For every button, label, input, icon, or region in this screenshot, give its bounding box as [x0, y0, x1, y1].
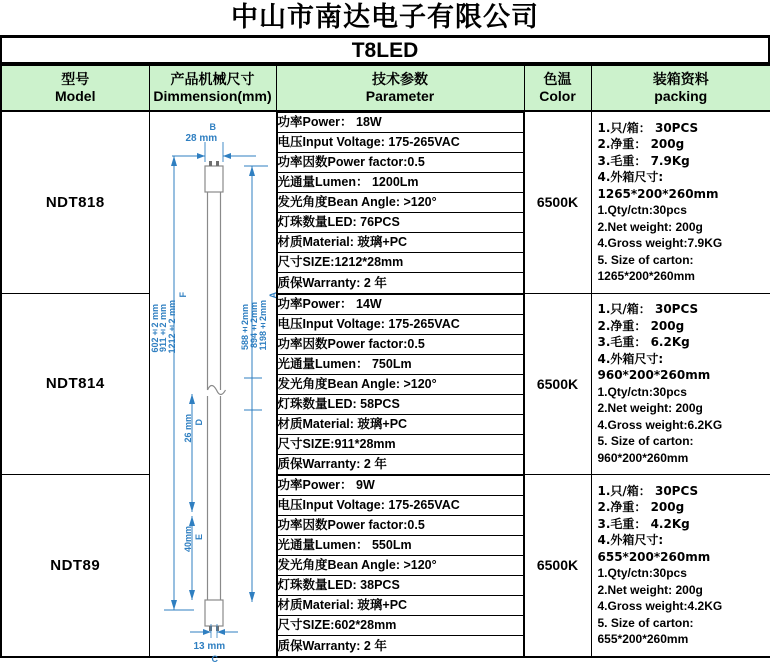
color-temperature-cell: 6500K [524, 475, 591, 657]
parameter-label-en: Input Voltage: [303, 317, 385, 331]
parameter-value: 2 年 [364, 276, 387, 290]
company-title-row [0, 0, 770, 36]
parameter-row [277, 113, 523, 133]
packing-line: 3.毛重： 6.2Kg [598, 334, 770, 351]
parameter-label-en: Power factor:0.5 [328, 337, 425, 351]
parameter-row [277, 616, 523, 636]
parameter-label-en: Input Voltage: [303, 498, 385, 512]
parameter-row [277, 193, 523, 213]
parameter-text [277, 173, 523, 193]
parameter-row [277, 414, 523, 434]
parameter-label-cn: 质保 [278, 638, 303, 653]
parameter-cell [276, 111, 524, 293]
column-header-dimension-cn: 产品机械尺寸 [150, 72, 276, 88]
table-header [1, 65, 770, 111]
parameter-label-cn: 电压 [278, 497, 303, 512]
column-header-model-en: Model [2, 88, 149, 105]
parameter-value: 玻璃+PC [357, 598, 407, 612]
packing-line: 3.毛重： 7.9Kg [598, 153, 770, 170]
parameter-label-en: Material: [303, 235, 354, 249]
parameter-label-cn: 质保 [278, 275, 303, 290]
parameter-value: >120° [403, 558, 436, 572]
packing-cell [591, 111, 770, 293]
packing-line: 2.净重： 200g [598, 499, 770, 516]
parameter-label-en: LED: [328, 215, 357, 229]
parameter-text [277, 636, 523, 656]
parameter-list [277, 294, 524, 475]
parameter-row [277, 314, 523, 334]
parameter-value: 14W [356, 297, 382, 311]
parameter-label-cn: 质保 [278, 456, 303, 471]
column-header-model [1, 65, 149, 111]
column-header-dimension [149, 65, 276, 111]
parameter-label-en: Warranty: [303, 457, 361, 471]
parameter-cell [276, 475, 524, 657]
parameter-value: 玻璃+PC [357, 235, 407, 249]
parameter-label-cn: 材质 [278, 234, 303, 249]
parameter-text [277, 314, 523, 334]
parameter-value: 1200Lm [372, 175, 419, 189]
parameter-row [277, 454, 523, 474]
dim-value-c: 13 mm [194, 641, 226, 652]
dim-value-b: 28 mm [186, 133, 218, 144]
parameter-text [277, 476, 523, 496]
parameter-value: >120° [403, 195, 436, 209]
parameter-label-en: Warranty: [303, 276, 361, 290]
parameter-row [277, 636, 523, 656]
parameter-value: 175-265VAC [388, 498, 459, 512]
packing-line: 1.只/箱： 30PCS [598, 301, 770, 318]
parameter-label-cn: 光通量 [278, 356, 316, 371]
parameter-label-en: Bean Angle: [328, 558, 400, 572]
parameter-label-cn: 电压 [278, 316, 303, 331]
parameter-label-en: Bean Angle: [328, 377, 400, 391]
packing-line: 1.Qty/ctn:30pcs [598, 565, 770, 582]
column-header-parameter [276, 65, 524, 111]
packing-line: 4.外箱尺寸: [598, 351, 770, 368]
table-row [1, 475, 770, 657]
packing-line: 960*200*260mm [598, 367, 770, 384]
parameter-row [277, 434, 523, 454]
dim-value-e: 40mm [183, 526, 193, 552]
parameter-text [277, 213, 523, 233]
parameter-value: >120° [403, 377, 436, 391]
dim-tag-b: B [210, 122, 217, 132]
column-header-packing-cn: 装箱资料 [592, 72, 770, 88]
parameter-label-en: Lumen： [315, 538, 368, 552]
column-header-parameter-en: Parameter [277, 88, 524, 105]
parameter-row [277, 576, 523, 596]
parameter-label-cn: 功率 [278, 477, 303, 492]
parameter-value: 38PCS [360, 578, 400, 592]
parameter-text [277, 616, 523, 636]
parameter-row [277, 173, 523, 193]
packing-line: 4.外箱尺寸: [598, 532, 770, 549]
packing-line: 5. Size of carton: [598, 433, 770, 450]
dimension-drawing [150, 114, 277, 654]
product-name: T8LED [352, 40, 419, 61]
table-body [1, 111, 770, 657]
parameter-text [277, 273, 523, 293]
parameter-label-en: LED: [328, 578, 357, 592]
company-name: 中山市南达电子有限公司 [231, 4, 539, 31]
dim-value-f-1: 1212±2 mm [167, 300, 177, 354]
column-header-dimension-en: Dimmension(mm) [150, 88, 276, 105]
parameter-text [277, 133, 523, 153]
parameter-label-cn: 发光角度 [278, 557, 328, 572]
parameter-row [277, 394, 523, 414]
packing-line: 3.毛重： 4.2Kg [598, 516, 770, 533]
parameter-label-cn: 功率 [278, 296, 303, 311]
packing-line: 4.Gross weight:4.2KG [598, 598, 770, 615]
packing-line: 2.净重： 200g [598, 318, 770, 335]
spec-table [0, 64, 770, 658]
parameter-label-cn: 尺寸 [278, 254, 303, 269]
parameter-label-cn: 发光角度 [278, 194, 328, 209]
parameter-label-cn: 功率因数 [278, 154, 328, 169]
parameter-label-en: Material: [303, 417, 354, 431]
parameter-row [277, 294, 523, 314]
packing-line: 2.Net weight: 200g [598, 219, 770, 236]
parameter-text [277, 454, 523, 474]
dim-tag-a: A [268, 292, 278, 299]
column-header-parameter-cn: 技术参数 [277, 72, 524, 88]
packing-line: 1.Qty/ctn:30pcs [598, 384, 770, 401]
parameter-text [277, 596, 523, 616]
parameter-row [277, 496, 523, 516]
parameter-label-en: SIZE:1212*28mm [303, 255, 404, 269]
parameter-row [277, 536, 523, 556]
parameter-text [277, 556, 523, 576]
parameter-value: 2 年 [364, 457, 387, 471]
parameter-row [277, 354, 523, 374]
packing-line: 1265*200*260mm [598, 268, 770, 285]
parameter-label-cn: 光通量 [278, 537, 316, 552]
parameter-label-cn: 材质 [278, 597, 303, 612]
packing-line: 1.只/箱： 30PCS [598, 483, 770, 500]
parameter-value: 175-265VAC [388, 135, 459, 149]
parameter-value: 58PCS [360, 397, 400, 411]
parameter-row [277, 556, 523, 576]
parameter-value: 550Lm [372, 538, 412, 552]
parameter-row [277, 153, 523, 173]
packing-cell [591, 293, 770, 475]
parameter-label-en: Power factor:0.5 [328, 518, 425, 532]
parameter-label-cn: 功率 [278, 114, 303, 129]
packing-line: 4.Gross weight:7.9KG [598, 235, 770, 252]
parameter-text [277, 233, 523, 253]
parameter-text [277, 496, 523, 516]
model-cell: NDT89 [1, 475, 149, 657]
parameter-list [277, 112, 524, 293]
packing-line: 5. Size of carton: [598, 615, 770, 632]
table-row [1, 111, 770, 293]
parameter-label-en: Bean Angle: [328, 195, 400, 209]
parameter-row [277, 596, 523, 616]
table-row [1, 293, 770, 475]
parameter-label-cn: 功率因数 [278, 336, 328, 351]
column-header-packing [591, 65, 770, 111]
parameter-text [277, 193, 523, 213]
parameter-text [277, 536, 523, 556]
parameter-value: 76PCS [360, 215, 400, 229]
model-cell: NDT818 [1, 111, 149, 293]
parameter-text [277, 414, 523, 434]
parameter-value: 175-265VAC [388, 317, 459, 331]
parameter-label-en: SIZE:911*28mm [303, 437, 396, 451]
parameter-label-en: Warranty: [303, 639, 361, 653]
header-row [1, 65, 770, 111]
parameter-text [277, 516, 523, 536]
parameter-text [277, 354, 523, 374]
dim-value-a-2: 894±2mm [249, 302, 259, 348]
parameter-label-en: Power： [303, 115, 353, 129]
parameter-label-en: Power： [303, 297, 353, 311]
column-header-color-en: Color [525, 88, 591, 105]
parameter-label-cn: 灯珠数量 [278, 214, 328, 229]
dim-tag-d: D [194, 419, 204, 426]
column-header-model-cn: 型号 [2, 72, 149, 88]
parameter-label-cn: 光通量 [278, 174, 316, 189]
parameter-row [277, 334, 523, 354]
packing-line: 1265*200*260mm [598, 186, 770, 203]
dim-value-a-3: 588±2mm [240, 304, 250, 350]
parameter-text [277, 253, 523, 273]
packing-line: 2.Net weight: 200g [598, 400, 770, 417]
color-temperature-cell: 6500K [524, 111, 591, 293]
packing-line: 4.Gross weight:6.2KG [598, 417, 770, 434]
parameter-list [277, 475, 524, 656]
parameter-label-cn: 发光角度 [278, 376, 328, 391]
packing-line: 655*200*260mm [598, 549, 770, 566]
parameter-cell [276, 293, 524, 475]
parameter-value: 9W [356, 478, 375, 492]
parameter-text [277, 434, 523, 454]
packing-line: 5. Size of carton: [598, 252, 770, 269]
parameter-text [277, 374, 523, 394]
dim-tag-e: E [194, 534, 204, 540]
packing-line: 2.Net weight: 200g [598, 582, 770, 599]
parameter-row [277, 213, 523, 233]
dimension-cell [149, 111, 276, 657]
parameter-row [277, 253, 523, 273]
parameter-label-cn: 灯珠数量 [278, 396, 328, 411]
parameter-row [277, 133, 523, 153]
parameter-label-en: SIZE:602*28mm [303, 618, 397, 632]
parameter-row [277, 233, 523, 253]
packing-line: 4.外箱尺寸: [598, 169, 770, 186]
parameter-label-en: LED: [328, 397, 357, 411]
parameter-text [277, 153, 523, 173]
packing-line: 655*200*260mm [598, 631, 770, 648]
parameter-text [277, 113, 523, 133]
column-header-color [524, 65, 591, 111]
packing-cell [591, 475, 770, 657]
parameter-label-cn: 电压 [278, 134, 303, 149]
parameter-label-en: Input Voltage: [303, 135, 385, 149]
parameter-label-en: Power factor:0.5 [328, 155, 425, 169]
dim-value-f-3: 602±2 mm [150, 304, 160, 353]
dim-value-a-1: 1198±2mm [258, 300, 268, 351]
parameter-row [277, 374, 523, 394]
parameter-row [277, 273, 523, 293]
parameter-row [277, 516, 523, 536]
parameter-text [277, 294, 523, 314]
dim-value-f-2: 911±2 mm [158, 304, 168, 352]
parameter-label-cn: 尺寸 [278, 617, 303, 632]
dim-value-d: 26 mm [183, 414, 193, 443]
parameter-label-en: Lumen： [315, 175, 368, 189]
parameter-text [277, 394, 523, 414]
led-tube-drawing [150, 114, 277, 654]
parameter-value: 2 年 [364, 639, 387, 653]
packing-line: 960*200*260mm [598, 450, 770, 467]
packing-line: 1.只/箱： 30PCS [598, 120, 770, 137]
parameter-value: 玻璃+PC [357, 417, 407, 431]
model-cell: NDT814 [1, 293, 149, 475]
product-title-row [0, 36, 770, 64]
parameter-label-cn: 尺寸 [278, 436, 303, 451]
parameter-value: 750Lm [372, 357, 412, 371]
parameter-label-en: Power： [303, 478, 353, 492]
parameter-row [277, 476, 523, 496]
packing-line: 2.净重： 200g [598, 136, 770, 153]
parameter-label-cn: 材质 [278, 416, 303, 431]
dim-tag-c: C [212, 654, 219, 664]
parameter-value: 18W [356, 115, 382, 129]
column-header-color-cn: 色温 [525, 72, 591, 88]
parameter-label-cn: 灯珠数量 [278, 577, 328, 592]
column-header-packing-en: packing [592, 88, 770, 105]
parameter-label-en: Material: [303, 598, 354, 612]
color-temperature-cell: 6500K [524, 293, 591, 475]
parameter-label-cn: 功率因数 [278, 517, 328, 532]
parameter-text [277, 576, 523, 596]
parameter-text [277, 334, 523, 354]
dim-tag-f: F [178, 292, 188, 298]
parameter-label-en: Lumen： [315, 357, 368, 371]
packing-line: 1.Qty/ctn:30pcs [598, 202, 770, 219]
